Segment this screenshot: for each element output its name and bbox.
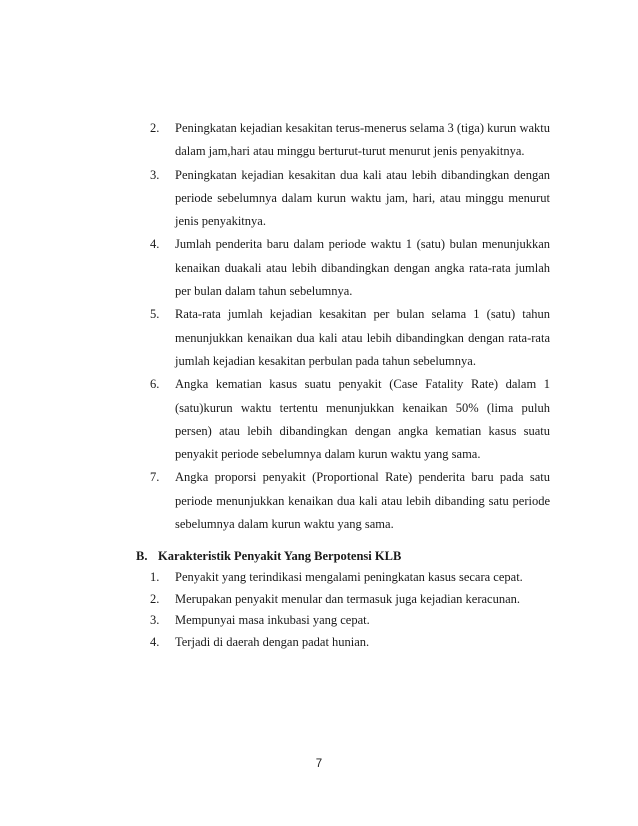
list-item (150, 567, 570, 589)
list-text: Mempunyai masa inkubasi yang cepat. (175, 613, 370, 627)
list-item (150, 117, 550, 164)
section-heading (136, 545, 401, 568)
list-number: 3. (150, 167, 160, 182)
list-number: 1. (150, 570, 160, 584)
list-item (150, 610, 570, 632)
characteristics-list (150, 567, 570, 653)
list-item (150, 466, 550, 536)
list-number: 5. (150, 307, 160, 322)
list-text: Peningkatan kejadian kesakitan dua kali atau lebih dibandingkan dengan periode sebelumnya dalam kurun waktu jam, hari, atau minggu menurut jenis penyakitnya. (175, 167, 550, 229)
list-text: Merupakan penyakit menular dan termasuk juga kejadian keracunan. (175, 591, 521, 606)
list-item (150, 233, 550, 303)
list-item (150, 164, 550, 234)
list-number: 4. (150, 237, 160, 252)
list-text: Rata-rata jumlah kejadian kesakitan per bulan selama 1 (satu) tahun menunjukkan kenaikan dua kali atau lebih dibandingkan dengan rata-rata jumlah kejadian kesakitan perbulan pada tahun sebelumnya. (175, 307, 550, 368)
list-item (150, 589, 570, 611)
list-number: 6. (150, 377, 160, 392)
list-text: Angka kematian kasus suatu penyakit (Case Fatality Rate) dalam 1 (satu)kurun waktu tertentu menunjukkan kenaikan 50% (lima puluh persen) atau lebih dibandingkan dengan angka kematian kasus suatu penyakit periode sebelumnya dalam kurun waktu yang sama. (175, 377, 550, 462)
list-number: 3. (150, 613, 160, 627)
list-item (150, 373, 550, 466)
list-text: Jumlah penderita baru dalam periode waktu 1 (satu) bulan menunjukkan kenaikan duakali atau lebih dibandingkan dengan angka rata-rata jumlah per bulan dalam tahun sebelumnya. (175, 237, 550, 299)
criteria-list (150, 117, 550, 536)
list-number: 7. (150, 470, 160, 485)
list-number: 2. (150, 591, 160, 606)
list-text: Angka proporsi penyakit (Proportional Rate) penderita baru pada satu periode menunjukkan kenaikan dua kali atau lebih dibanding satu periode sebelumnya dalam kurun waktu yang sama. (175, 470, 550, 532)
section-letter: B. (136, 549, 148, 563)
page-number: 7 (315, 758, 323, 770)
list-item (150, 303, 550, 373)
section-title: Karakteristik Penyakit Yang Berpotensi KLB (158, 549, 402, 563)
list-text: Penyakit yang terindikasi mengalami peningkatan kasus secara cepat. (175, 570, 523, 584)
list-number: 4. (150, 634, 160, 649)
list-text: Terjadi di daerah dengan padat hunian. (175, 634, 370, 649)
list-text: Peningkatan kejadian kesakitan terus-menerus selama 3 (tiga) kurun waktu dalam jam,hari atau minggu berturut-turut menurut jenis penyakitnya. (175, 121, 550, 159)
list-number: 2. (150, 121, 160, 135)
list-item (150, 632, 570, 654)
